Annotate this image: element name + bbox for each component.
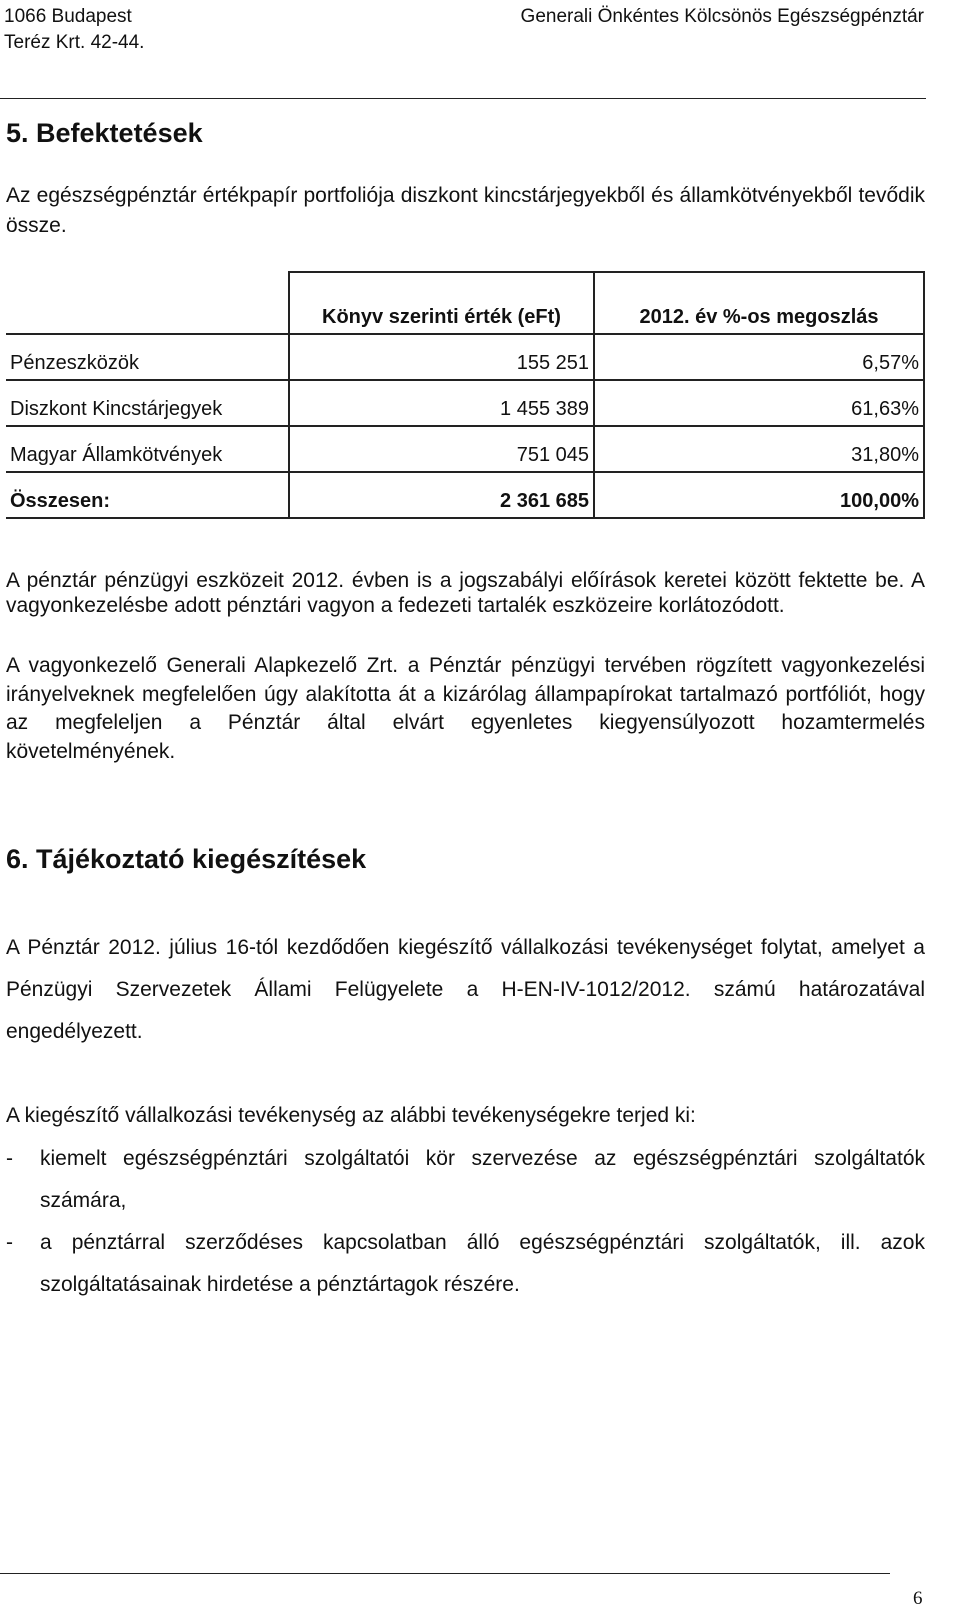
list-item-text: a pénztárral szerződéses kapcsolatban álló egészségpénztári szolgáltatók, ill. azok szolgáltatásainak hirdetése a pénztártagok részére. <box>40 1231 925 1296</box>
table-header-book-value: Könyv szerinti érték (eFt) <box>289 272 594 334</box>
table-row <box>6 426 924 472</box>
table-header-row <box>6 272 924 334</box>
total-label: Összesen: <box>6 472 289 518</box>
footer-divider <box>0 1573 890 1574</box>
header-divider <box>0 98 926 99</box>
row-label: Magyar Államkötvények <box>6 426 289 472</box>
section-6-paragraph-2: A kiegészítő vállalkozási tevékenység az alábbi tevékenységekre terjed ki: <box>6 1104 696 1127</box>
table-row <box>6 380 924 426</box>
row-value: 155 251 <box>289 334 594 380</box>
section-6-title: 6. Tájékoztató kiegészítések <box>6 844 367 874</box>
list-item-dash: - <box>6 1147 13 1170</box>
section-5-paragraph-1: A pénztár pénzügyi eszközeit 2012. évben is a jogszabályi előírások keretei között fektette be. A vagyonkezelésbe adott pénztári vagyon a fedezeti tartalék eszközeire korlátozódott. <box>6 569 925 617</box>
table-total-row <box>6 472 924 518</box>
total-value: 2 361 685 <box>289 472 594 518</box>
row-label: Diszkont Kincstárjegyek <box>6 380 289 426</box>
header-org-name: Generali Önkéntes Kölcsönös Egészségpénztár <box>520 6 924 27</box>
header-address-line1: 1066 Budapest <box>4 6 132 27</box>
list-item <box>6 1222 925 1306</box>
row-share: 61,63% <box>594 380 924 426</box>
investment-table <box>6 271 925 519</box>
header-address <box>4 4 144 56</box>
table-row <box>6 334 924 380</box>
total-share: 100,00% <box>594 472 924 518</box>
list-item-dash: - <box>6 1231 13 1254</box>
list-item-text: kiemelt egészségpénztári szolgáltatói kör szervezése az egészségpénztári szolgáltatók számára, <box>40 1147 925 1212</box>
section-5-intro: Az egészségpénztár értékpapír portfoliója diszkont kincstárjegyekből és államkötvényekből tevődik össze. <box>6 184 925 237</box>
table-header-share: 2012. év %-os megoszlás <box>594 272 924 334</box>
header-address-line2: Teréz Krt. 42-44. <box>4 32 145 53</box>
row-value: 1 455 389 <box>289 380 594 426</box>
section-5-paragraph-2: A vagyonkezelő Generali Alapkezelő Zrt. a Pénztár pénzügyi tervében rögzített vagyonkezelési irányelveknek megfelelően úgy alakította át a kizárólag állampapírokat tartalmazó portfóliót, hogy az megfeleljen a Pénztár által elvárt egyenletes kiegyensúlyozott hozamtermelés követelményének. <box>6 654 925 763</box>
row-label: Pénzeszközök <box>6 334 289 380</box>
row-share: 31,80% <box>594 426 924 472</box>
table-header-empty <box>6 272 289 334</box>
row-value: 751 045 <box>289 426 594 472</box>
page-number: 6 <box>913 1588 923 1609</box>
section-5-title: 5. Befektetések <box>6 118 203 148</box>
row-share: 6,57% <box>594 334 924 380</box>
section-6-paragraph-1: A Pénztár 2012. július 16-tól kezdődően kiegészítő vállalkozási tevékenységet folytat, amelyet a Pénzügyi Szervezetek Állami Felügyelete a H-EN-IV-1012/2012. számú határozatával engedélyezett. <box>6 936 925 1043</box>
list-item <box>6 1138 925 1222</box>
